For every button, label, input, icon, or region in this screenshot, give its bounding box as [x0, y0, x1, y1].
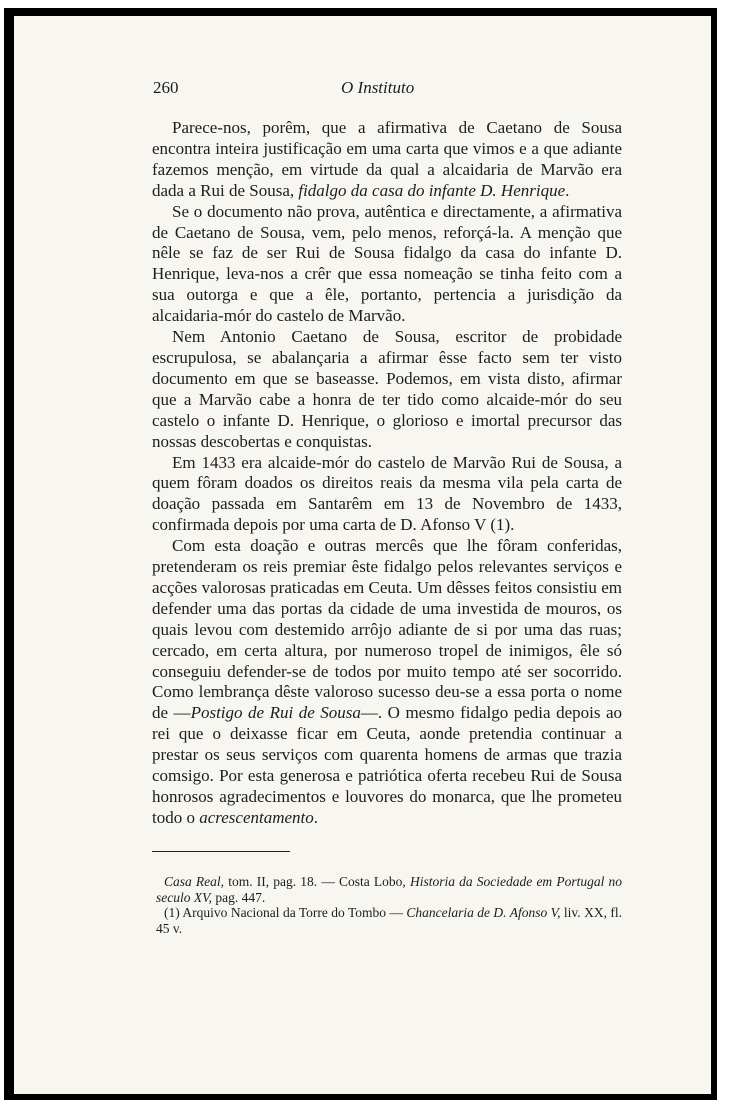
- page-header: [153, 78, 600, 100]
- footnote-source: [156, 874, 622, 905]
- paragraph-5-italic-end: acrescentamento: [199, 807, 314, 827]
- footnote-source-title-2: Historia da Sociedade em Portugal no seculo XV,: [156, 874, 623, 905]
- footnotes: [156, 874, 622, 936]
- paragraph-5-text: Com esta doação e outras mercês que lhe fôram conferidas, pretenderam os reis premiar êste fidalgo pelos relevantes serviços e acções valorosas praticadas em Ceuta. Um dêsses feitos consistiu em defender uma das portas da cidade de uma investida de mouros, os quais levou com destemido arrôjo adiante de si por uma das ruas; cercado, em certa altura, por numeroso tropel de inimigos, êle só conseguiu defender-se de todos por muito tempo até ser socorrido. Como lembrança dêste valoroso sucesso deu-se a essa porta o nome de —: [152, 536, 622, 723]
- paragraph-5: [152, 536, 622, 829]
- paragraph-1: [152, 118, 622, 202]
- footnote-1-title: Chancelaria de D. Afonso V,: [406, 905, 561, 920]
- footnote-1: [156, 905, 622, 936]
- paragraph-1-end: .: [565, 180, 570, 200]
- page-number: 260: [153, 78, 179, 97]
- footnote-source-text: tom. II, pag. 18. — Costa Lobo,: [224, 874, 410, 889]
- footnote-source-pages: pag. 447.: [212, 889, 266, 905]
- paragraph-5-italic: Postigo de Rui de Sousa: [190, 703, 361, 723]
- paragraph-5-end: .: [313, 807, 319, 827]
- paragraph-3: Nem Antonio Caetano de Sousa, escritor de probidade escrupulosa, se abalançaria a afirmar êsse facto sem ter visto documento em que se baseasse. Podemos, em vista disto, afirmar que a Marvão cabe a honra de ter tido como alcaide-mór do seu castelo o infante D. Henrique, o glorioso e imortal precursor das nossas descobertas e conquistas.: [152, 327, 622, 451]
- footnote-1-ref: liv. XX, fl. 45 v.: [156, 905, 622, 936]
- paragraph-4: Em 1433 era alcaide-mór do castelo de Marvão Rui de Sousa, a quem fôram doados os direitos reais da mesma vila pela carta de doação passada em Santarêm em 13 de Novembro de 1433, confirmada depois por uma carta de D. Afonso V (1).: [152, 452, 622, 535]
- footnote-rule: [152, 851, 290, 852]
- running-title: O Instituto: [341, 78, 415, 97]
- paragraph-2: Se o documento não prova, autêntica e directamente, a afirmativa de Caetano de Sousa, vem, pelo menos, reforçá-la. A menção que nêle se faz de ser Rui de Sousa fidalgo da casa do infante D. Henrique, leva-nos a crêr que essa nomeação se tinha feito com a sua outorga e que a êle, portanto, pertencia a jurisdição da alcaidaria-mór do castelo de Marvão.: [152, 201, 622, 326]
- paragraph-1-italic: fidalgo da casa do infante D. Henrique: [298, 180, 566, 200]
- paragraph-5-text-cont: —. O mesmo fidalgo pedia depois ao rei que o deixasse ficar em Ceuta, aonde pretendia continuar a prestar os seus serviços com quarenta homens de armas que trazia comsigo. Por esta generosa e patriótica oferta recebeu Rui de Sousa honrosos agradecimentos e louvores do monarca, que lhe prometeu todo o: [152, 703, 623, 827]
- footnote-source-title: Casa Real,: [164, 874, 225, 889]
- main-text: [152, 118, 622, 829]
- footnote-1-text: (1) Arquivo Nacional da Torre do Tombo —: [164, 905, 407, 920]
- paragraph-1-text: Parece-nos, porêm, que a afirmativa de Caetano de Sousa encontra inteira justificação em uma carta que vimos e a que adiante fazemos menção, em virtude da qual a alcaidaria de Marvão era dada a Rui de Sousa,: [152, 118, 622, 200]
